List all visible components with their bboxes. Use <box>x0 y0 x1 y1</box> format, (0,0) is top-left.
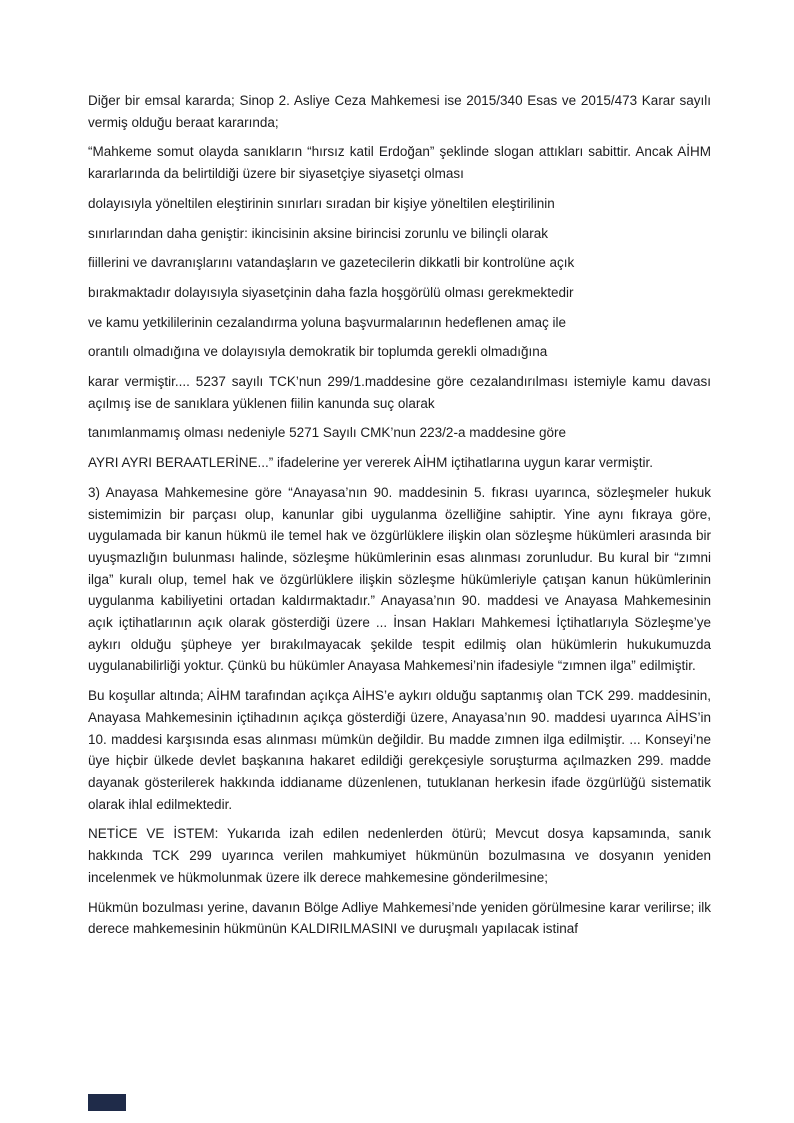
paragraph-quote-line-5: ve kamu yetkililerinin cezalandırma yoluna başvurmalarının hedeflenen amaç ile <box>88 314 566 330</box>
paragraph-quote-line-1: dolayısıyla yöneltilen eleştirinin sınırları sıradan bir kişiye yöneltilen eleştirilinin <box>88 195 555 211</box>
paragraph-emsal-karar: Diğer bir emsal kararda; Sinop 2. Asliye Ceza Mahkemesi ise 2015/340 Esas ve 2015/473 Karar sayılı vermiş olduğu beraat kararında; <box>88 93 711 130</box>
paragraph-quote-line-4: bırakmaktadır dolayısıyla siyasetçinin daha fazla hoşgörülü olması gerekmektedir <box>88 284 574 300</box>
footer-stamp-mark <box>88 1094 126 1111</box>
document-body <box>88 90 711 948</box>
paragraph-tanimlanmamis: tanımlanmamış olması nedeniyle 5271 Sayılı CMK’nun 223/2-a maddesine göre <box>88 425 567 441</box>
paragraph-quote-line-3: fiillerini ve davranışlarını vatandaşların ve gazetecilerin dikkatli bir kontrolüne açık <box>88 255 575 271</box>
paragraph-quote-line-2: sınırlarından daha geniştir: ikincisinin aksine birincisi zorunlu ve bilinçli olarak <box>88 225 548 241</box>
paragraph-bu-kosullar: Bu koşullar altında; AİHM tarafından açıkça AİHS’e aykırı olduğu saptanmış olan TCK 299. maddesinin, Anayasa Mahkemesinin içtihadının açıkça gösterdiği üzere, Anayasa’nın 90. maddesi uyarınca AİHS’in 10. maddesi karşısında esas alınması mümkün değildir. Bu madde zımnen ilga edilmiştir. ... Konseyi’ne üye hiçbir ülkede devlet başkanına hakaret edildiği gerekçesiyle soruşturma açılmazken 299. madde dayanak gösterilerek hakkında iddianame düzenlenen, tutuklanan herkesin ifade özgürlüğü sistematik olarak ihlal edilmektedir. <box>88 688 711 812</box>
paragraph-quote-line-6: orantılı olmadığına ve dolayısıyla demokratik bir toplumda gerekli olmadığına <box>88 344 548 360</box>
paragraph-quote-intro: “Mahkeme somut olayda sanıkların “hırsız katil Erdoğan” şeklinde slogan attıkları sabittir. Ancak AİHM kararlarında da belirtildiği üzere bir siyasetçiye siyasetçi olması <box>88 144 711 182</box>
paragraph-netice-ve-istem: NETİCE VE İSTEM: Yukarıda izah edilen nedenlerden ötürü; Mevcut dosya kapsamında, sanık hakkında TCK 299 uyarınca verilen mahkumiyet hükmünün bozulmasına ve dosyanın yeniden incelenmek ve hükmolunmak üzere ilk derece mahkemesine gönderilmesine; <box>88 826 711 885</box>
paragraph-section-3-anayasa: 3) Anayasa Mahkemesine göre “Anayasa’nın 90. maddesinin 5. fıkrası uyarınca, sözleşmeler hukuk sistemimizin bir parçası olup, kanunlar gibi uygulanma özelliğine sahiptir. Yine aynı fıkraya göre, uygulamada bir kanun hükmü ile temel hak ve özgürlüklere ilişkin olan sözleşme hükümleri arasında bir uyuşmazlığın bulunması halinde, sözleşme hükümlerinin esas alınması zorunludur. Bu kural bir “zımni ilga” kuralı olup, temel hak ve özgürlüklere ilişkin sözleşme hükümleriyle çatışan kanun hükümlerinin uygulanma kabiliyetini ortadan kaldırmaktadır.” Anayasa’nın 90. maddesi ve Anayasa Mahkemesinin açık içtihatlarının açık olarak gösterdiği üzere ... İnsan Hakları Mahkemesi İçtihatlarıyla Sözleşme’ye aykırı olduğu şüpheye yer bırakılmayacak şekilde tespit edilmiş olan hükümlerin hukukumuzda uygulanabilirliği yoktur. Çünkü bu hükümler Anayasa Mahkemesi’nin ifadesiyle “zımnen ilga” edilmiştir. <box>88 484 711 674</box>
paragraph-hukmun-bozulmasi: Hükmün bozulması yerine, davanın Bölge Adliye Mahkemesi’nde yeniden görülmesine karar verilirse; ilk derece mahkemesinin hükmünün KALDIRILMASINI ve duruşmalı yapılacak istinaf <box>88 899 711 937</box>
paragraph-karar-vermistir: karar vermiştir.... 5237 sayılı TCK’nun 299/1.maddesine göre cezalandırılması istemiyle kamu davası açılmış ise de sanıklara yüklenen fiilin kanunda suç olarak <box>88 374 711 411</box>
paragraph-beraatlerine: AYRI AYRI BERAATLERİNE...” ifadelerine yer vererek AİHM içtihatlarına uygun karar vermiştir. <box>88 455 653 471</box>
